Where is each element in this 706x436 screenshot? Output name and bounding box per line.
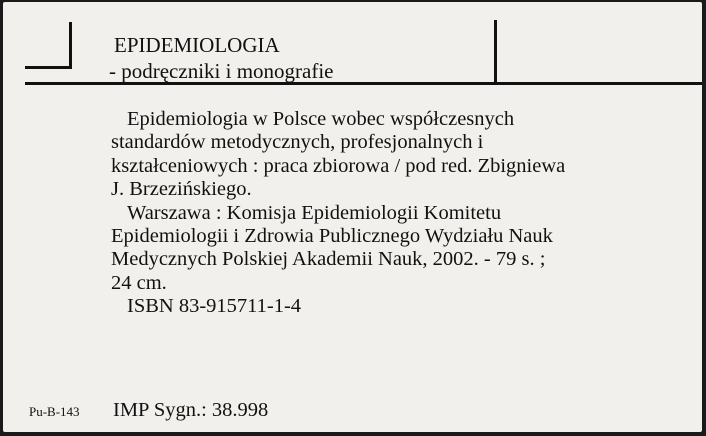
publication-line-1: Warszawa : Komisja Epidemiologii Komitetu [127, 201, 502, 224]
bibliographic-description [111, 108, 696, 319]
card-code: Pu-B-143 [29, 404, 80, 419]
header-separator [494, 20, 497, 84]
call-number: IMP Sygn.: 38.998 [113, 399, 269, 421]
title-line-3: kształceniowych : praca zbiorowa / pod red. Zbigniewa [111, 154, 566, 177]
title-line-2: standardów metodycznych, profesjonalnych i [111, 131, 484, 154]
subject-subheading: - podręczniki i monografie [109, 59, 334, 83]
corner-mark-vertical [69, 22, 72, 68]
corner-mark-horizontal [25, 66, 72, 69]
dimensions-line: 24 cm. [111, 271, 167, 294]
catalog-card [3, 2, 702, 432]
publication-line-3: Medycznych Polskiej Akademii Nauk, 2002. - 79 s. ; [111, 248, 546, 271]
title-line-1: Epidemiologia w Polsce wobec współczesnych [127, 108, 515, 130]
isbn-line: ISBN 83-915711-1-4 [127, 295, 302, 318]
title-line-4: J. Brzezińskiego. [111, 178, 252, 201]
subject-heading: EPIDEMIOLOGIA [114, 33, 280, 57]
publication-line-2: Epidemiologii i Zdrowia Publicznego Wydziału Nauk [111, 225, 553, 248]
